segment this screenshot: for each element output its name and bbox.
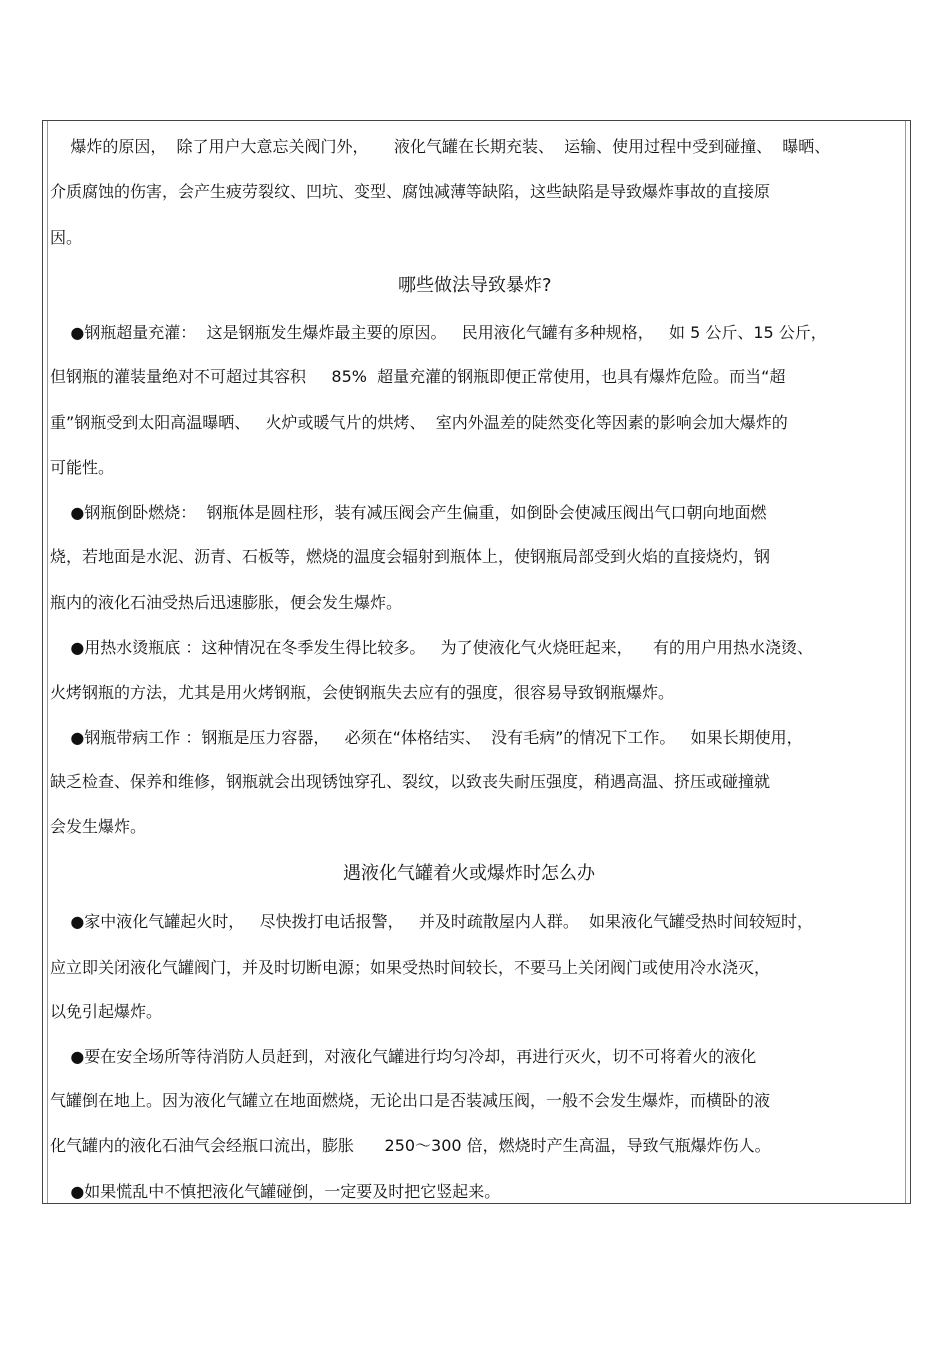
fire-line-2: 应立即关闭液化气罐阀门，并及时切断电源；如果受热时间较长，不要马上关闭阀门或使用冷水浇灭， — [50, 958, 771, 977]
lying-line-1: ●钢瓶倒卧燃烧： 钢瓶体是圆柱形，装有减压阀会产生偏重，如倒卧会使减压阀出气口朝向地面燃 — [50, 503, 767, 522]
paragraph-1-line-1: 爆炸的原因， 除了用户大意忘关阀门外， 液化气罐在长期充装、 运输、使用过程中受到碰撞、 曝晒、 — [50, 137, 831, 156]
overfill-line-2: 但钢瓶的灌装量绝对不可超过其容积 85% 超量充灌的钢瓶即便正常使用，也具有爆炸危险。而当“超 — [50, 367, 786, 386]
upright-line-1: ●如果慌乱中不慎把液化气罐碰倒，一定要及时把它竖起来。 — [50, 1182, 501, 1201]
defect-line-3: 会发生爆炸。 — [50, 817, 147, 836]
lying-line-2: 烧，若地面是水泥、沥青、石板等，燃烧的温度会辐射到瓶体上，使钢瓶局部受到火焰的直接烧灼，钢 — [50, 547, 771, 566]
paragraph-1-line-2: 介质腐蚀的伤害，会产生疲劳裂纹、凹坑、变型、腐蚀减薄等缺陷，这些缺陷是导致爆炸事故的直接原 — [50, 182, 771, 201]
overfill-line-3: 重”钢瓶受到太阳高温曝晒、 火炉或暖气片的烘烤、 室内外温差的陡然变化等因素的影响会加大爆炸的 — [50, 413, 788, 432]
cool-line-2: 气罐倒在地上。因为液化气罐立在地面燃烧，无论出口是否装减压阀，一般不会发生爆炸，而横卧的液 — [50, 1091, 771, 1110]
cool-line-1: ●要在安全场所等待消防人员赶到，对液化气罐进行均匀冷却，再进行灭火，切不可将着火的液化 — [50, 1047, 757, 1066]
hotwater-line-1: ●用热水烫瓶底 ：这种情况在冬季发生得比较多。 为了使液化气火烧旺起来， 有的用户用热水浇烫、 — [50, 638, 813, 657]
fire-line-1: ●家中液化气罐起火时， 尽快拨打电话报警， 并及时疏散屋内人群。 如果液化气罐受热时间较短时， — [50, 912, 813, 931]
cool-line-3: 化气罐内的液化石油气会经瓶口流出，膨胀 250～300 倍，燃烧时产生高温，导致气瓶爆炸伤人。 — [50, 1136, 771, 1155]
lying-line-3: 瓶内的液化石油受热后迅速膨胀，便会发生爆炸。 — [50, 593, 403, 612]
overfill-line-1: ●钢瓶超量充灌： 这是钢瓶发生爆炸最主要的原因。 民用液化气罐有多种规格， 如 5 公斤、15 公斤， — [50, 323, 827, 342]
hotwater-line-2: 火烤钢瓶的方法，尤其是用火烤钢瓶，会使钢瓶失去应有的强度，很容易导致钢瓶爆炸。 — [50, 683, 675, 702]
overfill-line-4: 可能性。 — [50, 458, 115, 477]
paragraph-1-line-3: 因。 — [50, 228, 83, 247]
frame-inner-border-right — [905, 121, 906, 1203]
defect-line-1: ●钢瓶带病工作 ：钢瓶是压力容器， 必须在“体格结实、 没有毛病”的情况下工作。 如果长期使用， — [50, 728, 803, 747]
section-heading-causes: 哪些做法导致暴炸? — [398, 275, 552, 296]
fire-line-3: 以免引起爆炸。 — [50, 1002, 163, 1021]
frame-inner-border-left — [47, 121, 48, 1203]
defect-line-2: 缺乏检查、保养和维修，钢瓶就会出现锈蚀穿孔、裂纹，以致丧失耐压强度，稍遇高温、挤压或碰撞就 — [50, 772, 771, 791]
section-heading-emergency: 遇液化气罐着火或爆炸时怎么办 — [343, 863, 595, 884]
